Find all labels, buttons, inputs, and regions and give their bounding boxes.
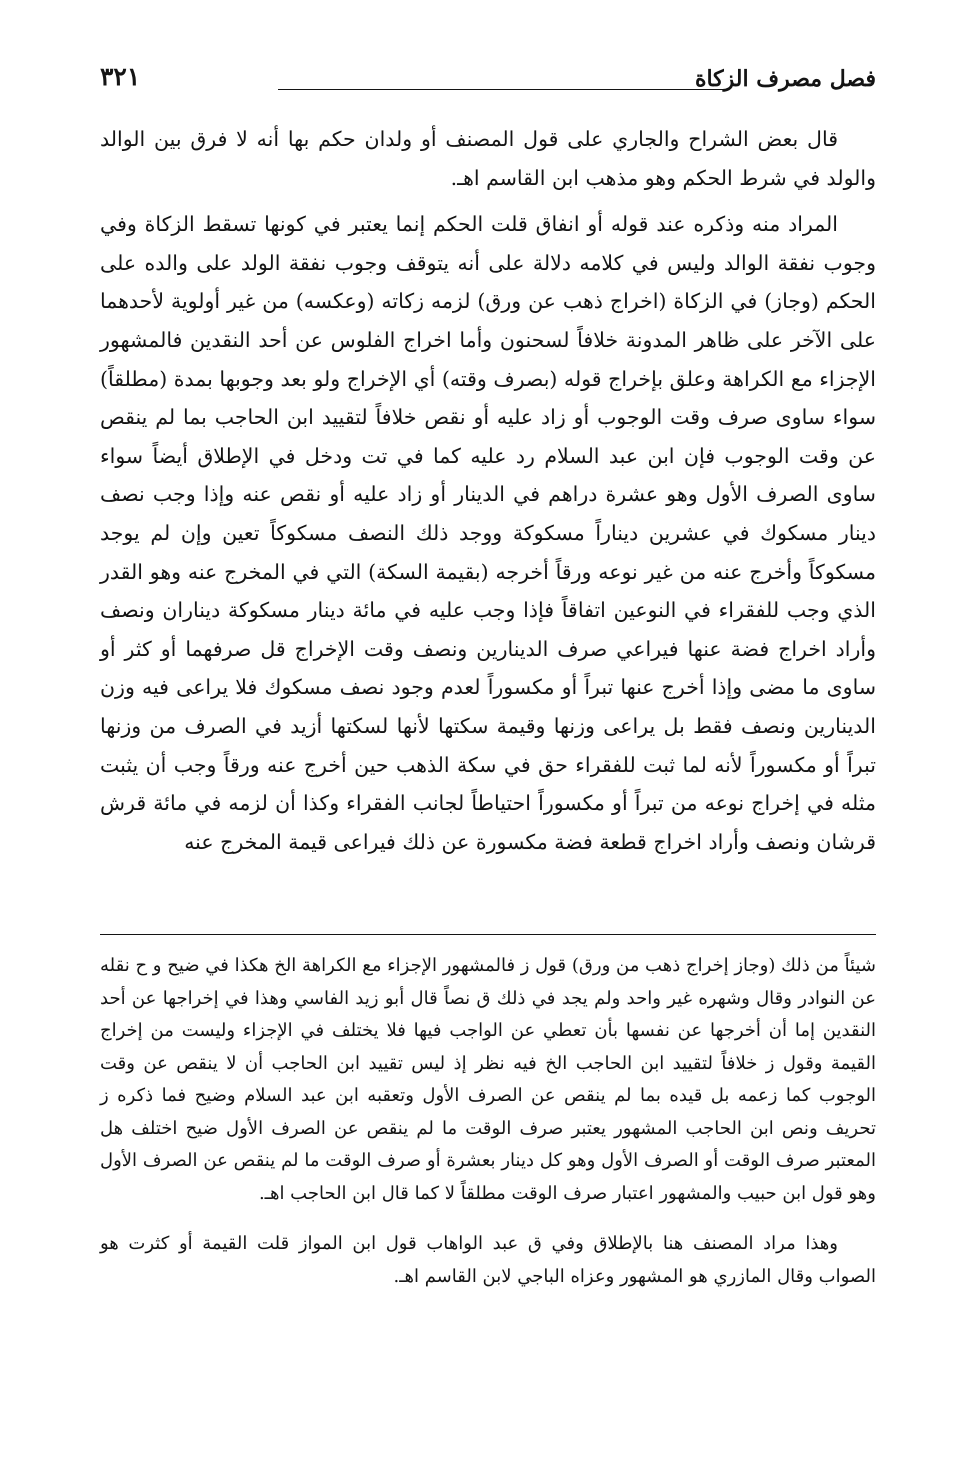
footnote-paragraph-1: شيئاً من ذلك (وجاز إخراج ذهب من ورق) قول ز فالمشهور الإجزاء مع الكراهة الخ هكذا في ضيح و ح نقله عن النوادر وقال وشهره غير واحد ولم يجد في ذلك ق نصاً قال أبو زيد الفاسي وهذا في إخراجها عن أحد النقدين إما أن أخرجها عن نفسها بأن تعطي عن الواجب فيها فلا يختلف في الإجزاء وليست من إخراج القيمة وقول ز خلافاً لتقييد ابن الحاجب الخ فيه نظر إذ ليس تقييد ابن الحاجب أن لا ينقص عن وقت الوجوب كما زعمه بل قيده بما لم ينقص عن الصرف الأول وتعقبه ابن عبد السلام وضيح فما ذكره ز تحريف ونص ابن الحاجب المشهور يعتبر صرف الوقت ما لم ينقص عن الصرف الأول ضيح اختلف هل المعتبر صرف الوقت أو الصرف الأول وهو كل دينار بعشرة أو صرف الوقت ما لم ينقص عن الصرف الأول وهو قول ابن حبيب والمشهور اعتبار صرف الوقت مطلقاً لا كما قال ابن الحاجب اهـ. [100, 955, 876, 1204]
chapter-title: فصل مصرف الزكاة [694, 66, 876, 92]
main-paragraph-1: قال بعض الشراح والجاري على قول المصنف أو ولدان حكم بها أنه لا فرق بين الوالد والولد في شرط الحكم وهو مذهب ابن القاسم اهـ. [100, 127, 876, 190]
main-paragraph-2: المراد منه وذكره عند قوله أو انفاق قلت الحكم إنما يعتبر في كونها تسقط الزكاة وفي وجوب نفقة الوالد وليس في كلامه دلالة على أنه يتوقف وجوب نفقة الولد على والده على الحكم (وجاز) في الزكاة (اخراج ذهب عن ورق) لزمه زكاته (وعكسه) من غير أولوية لأحدهما على الآخر على ظاهر المدونة خلافاً لسحنون وأما اخراج الفلوس عن أحد النقدين فالمشهور الإجزاء مع الكراهة وعلق بإخراج قوله (بصرف وقته) أي الإخراج ولو بعد وجوبها بمدة (مطلقاً) سواء ساوى صرف وقت الوجوب أو زاد عليه أو نقص خلافاً لتقييد ابن الحاجب بما لم ينقص عن وقت الوجوب فإن ابن عبد السلام رد عليه كما في تت ودخل في الإطلاق أيضاً سواء ساوى الصرف الأول وهو عشرة دراهم في الدينار أو زاد عليه أو نقص عنه وإذا وجب نصف دينار مسكوك في عشرين ديناراً مسكوكة ووجد ذلك النصف مسكوكاً تعين وإن لم يوجد مسكوكاً وأخرج عنه من غير نوعه ورقاً أخرجه (بقيمة السكة) التي في المخرج عنه وهو القدر الذي وجب للفقراء في النوعين اتفاقاً فإذا وجب عليه في مائة دينار مسكوكة ديناران ونصف وأراد اخراج فضة عنها فيراعي صرف الدينارين ونصف وقت الإخراج قل صرفهما أو كثر أو ساوى ما مضى وإذا أخرج عنها تبراً أو مكسوراً لعدم وجود نصف مسكوك فلا يراعى فيه وزن الدينارين ونصف فقط بل يراعى وزنها وقيمة سكتها لأنها لسكتها أزيد في الصرف من وزنها تبراً أو مكسوراً لأنه لما ثبت للفقراء حق في سكة الذهب حين أخرج عنه ورقاً وجب أن يثبت مثله في إخراج نوعه من تبراً أو مكسوراً احتياطاً لجانب الفقراء وكذا أن لزمه في مائة قرش قرشان ونصف وأراد اخراج قطعة فضة مكسورة عن ذلك فيراعى قيمة المخرج عنه [100, 212, 877, 854]
main-text [100, 120, 876, 869]
running-header [100, 62, 876, 102]
page-number: ٣٢١ [100, 62, 141, 91]
footnotes [100, 950, 876, 1293]
footnote-separator [100, 934, 876, 935]
footnote-paragraph-2: وهذا مراد المصنف هنا بالإطلاق وفي ق عبد الواهاب قول ابن المواز قلت القيمة أو كثرت هو الصواب وقال المازري هو المشهور وعزاه الباجي لابن القاسم اهـ. [100, 1233, 876, 1287]
header-rule [278, 89, 726, 90]
